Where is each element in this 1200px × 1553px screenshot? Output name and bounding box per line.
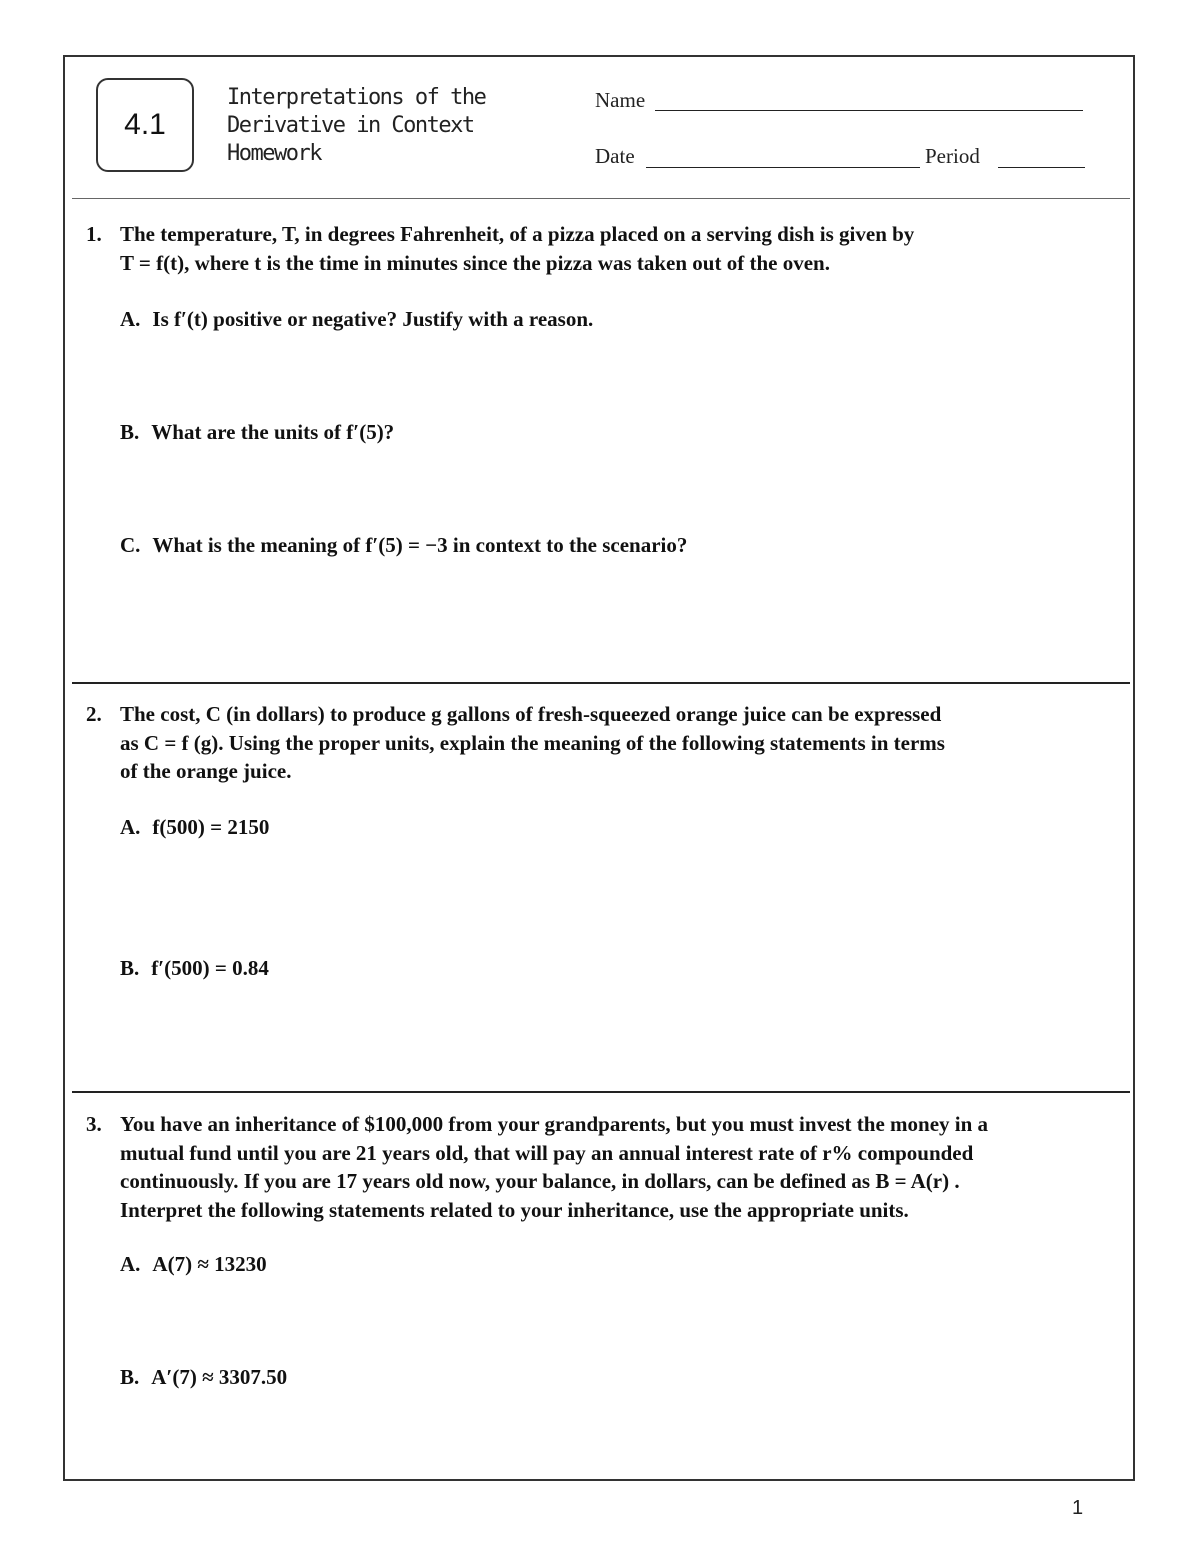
question-number: 2. (86, 702, 102, 726)
title-line: Homework (227, 141, 321, 166)
question-number: 1. (86, 222, 102, 246)
part-label: B. (120, 1365, 140, 1389)
part-text: What is the meaning of f′(5) = −3 in context to the scenario? (152, 533, 688, 557)
question-line: The cost, C (in dollars) to produce g gallons of fresh-squeezed orange juice can be expressed (120, 702, 942, 726)
worksheet-title (227, 84, 485, 168)
question-line: Interpret the following statements related to your inheritance, use the appropriate units. (120, 1197, 909, 1222)
question-2-part-a (120, 813, 269, 841)
title-line: Interpretations of the (227, 85, 486, 110)
title-line: Derivative in Context (227, 113, 474, 138)
name-blank[interactable] (655, 110, 1083, 111)
section-divider (72, 682, 1130, 684)
lesson-number: 4.1 (124, 108, 166, 141)
section-divider (72, 1091, 1130, 1093)
page-number: 1 (1072, 1497, 1084, 1519)
name-label: Name (595, 88, 646, 112)
question-line: mutual fund until you are 21 years old, that will pay an annual interest rate of r% compounded (120, 1140, 974, 1165)
question-1-part-a (120, 305, 593, 333)
lesson-number-box (96, 78, 194, 172)
part-label: C. (120, 533, 141, 557)
date-blank[interactable] (646, 167, 920, 168)
question-line: The temperature, T, in degrees Fahrenheit, of a pizza placed on a serving dish is given by (120, 222, 915, 246)
period-label: Period (925, 144, 980, 168)
question-1-part-b (120, 418, 394, 446)
question-1-part-c (120, 531, 687, 559)
question-3-text (120, 1110, 1100, 1224)
date-label: Date (595, 144, 635, 168)
question-line: T = f(t), where t is the time in minutes since the pizza was taken out of the oven. (120, 250, 830, 275)
question-number: 3. (86, 1112, 102, 1136)
part-text: A(7) ≈ 13230 (152, 1252, 267, 1276)
part-text: Is f′(t) positive or negative? Justify with a reason. (152, 307, 594, 331)
question-2-text (120, 700, 1100, 786)
period-blank[interactable] (998, 167, 1085, 168)
question-2-part-b (120, 954, 269, 982)
question-1-text (120, 220, 1100, 277)
part-text: f(500) = 2150 (152, 815, 270, 839)
part-label: B. (120, 956, 140, 980)
part-text: What are the units of f′(5)? (151, 420, 395, 444)
question-line: as C = f (g). Using the proper units, explain the meaning of the following statements in terms (120, 730, 945, 755)
question-line: of the orange juice. (120, 759, 292, 783)
part-label: A. (120, 307, 141, 331)
question-line: You have an inheritance of $100,000 from your grandparents, but you must invest the money in a (120, 1112, 989, 1136)
header-divider (72, 198, 1130, 199)
question-line: continuously. If you are 17 years old now, your balance, in dollars, can be defined as B = A(r) . (120, 1169, 960, 1193)
part-label: A. (120, 1252, 141, 1276)
part-label: A. (120, 815, 141, 839)
part-label: B. (120, 420, 140, 444)
question-3-part-a (120, 1250, 267, 1278)
question-3-part-b (120, 1363, 287, 1391)
part-text: A′(7) ≈ 3307.50 (151, 1365, 288, 1389)
part-text: f′(500) = 0.84 (151, 956, 269, 980)
